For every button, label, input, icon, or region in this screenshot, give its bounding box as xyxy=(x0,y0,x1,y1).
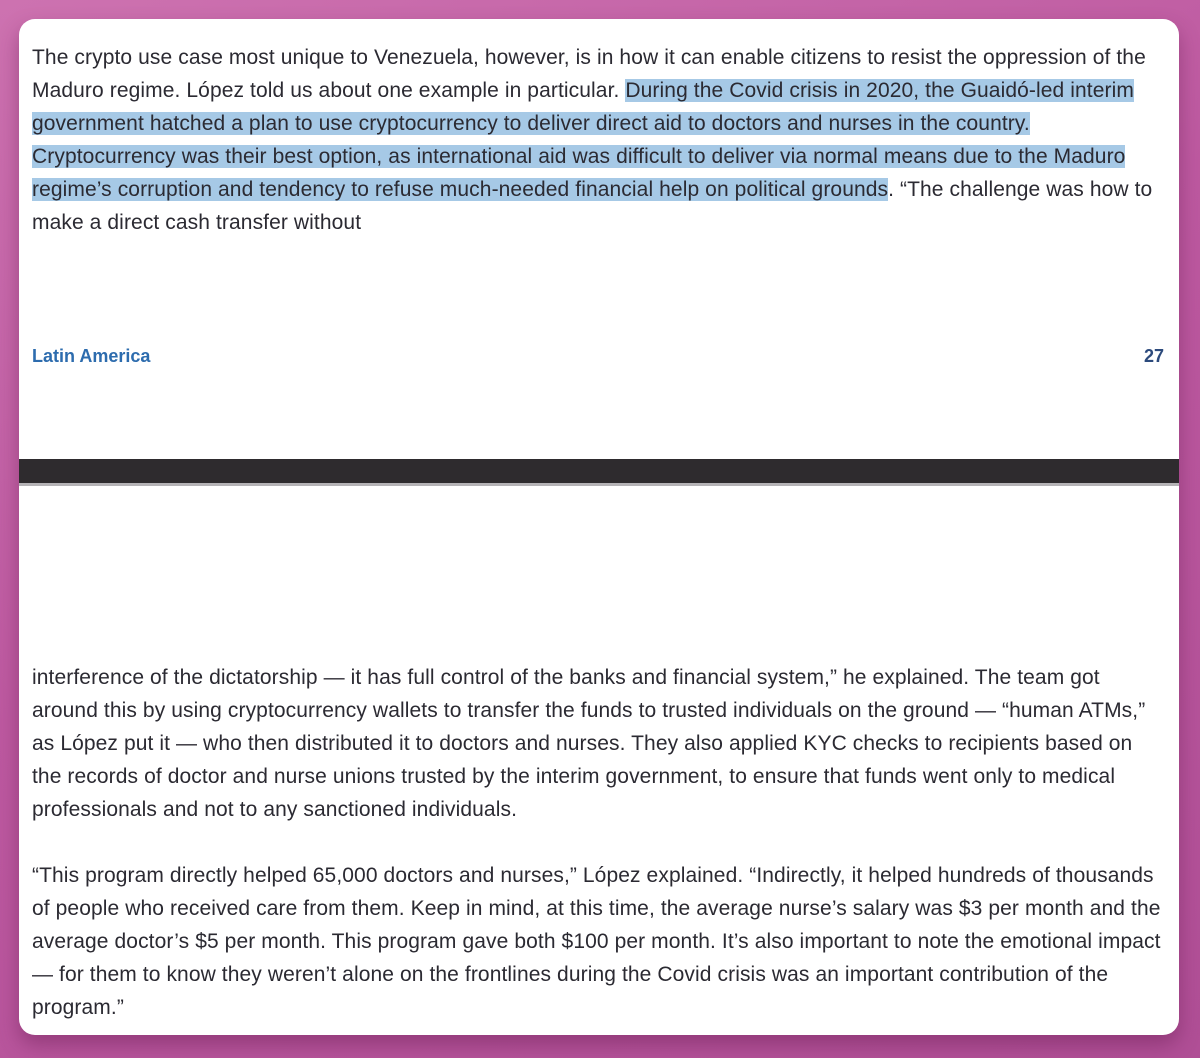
document-page-27 xyxy=(19,19,1179,459)
text-selection-highlight[interactable]: During the Covid crisis in 2020, the Guaidó-led interim government hatched a plan to use cryptocurrency to deliver direct aid to doctors and nurses in the country. Cryptocurrency was their best option, as international aid was difficult to deliver via normal means due to the Maduro regime’s corruption and tendency to refuse much-needed financial help on political grounds xyxy=(32,79,1134,201)
body-paragraph[interactable]: interference of the dictatorship — it has full control of the banks and financial system,” he explained. The team got around this by using cryptocurrency wallets to transfer the funds to trusted individuals on the ground — “human ATMs,” as López put it — who then distributed it to doctors and nurses. They also applied KYC checks to recipients based on the records of doctor and nurse unions trusted by the interim government, to ensure that funds went only to medical professionals and not to any sanctioned individuals. xyxy=(32,666,1146,821)
document-page-28 xyxy=(19,486,1179,1024)
footer-section-label: Latin America xyxy=(32,346,151,366)
document-viewer[interactable] xyxy=(19,19,1179,1035)
body-paragraph-with-selection[interactable] xyxy=(32,41,1164,239)
page-footer xyxy=(32,346,1164,367)
page-body-text xyxy=(32,661,1164,1024)
page-gap-divider xyxy=(19,459,1179,486)
body-paragraph[interactable]: “This program directly helped 65,000 doctors and nurses,” López explained. “Indirectly, it helped hundreds of thousands of people who received care from them. Keep in mind, at this time, the average nurse’s salary was $3 per month and the average doctor’s $5 per month. This program gave both $100 per month. It’s also important to note the emotional impact — for them to know they weren’t alone on the frontlines during the Covid crisis was an important contribution of the program.” xyxy=(32,864,1161,1019)
body-text-segment[interactable]: The crypto use case most unique to Venezuela, however, is in how it can enable citizens to resist the oppression of the Maduro regime. López told us about one example in particular. xyxy=(32,46,1146,102)
footer-page-number: 27 xyxy=(1143,346,1164,366)
body-text-segment[interactable]: . “The challenge was how to make a direct cash transfer without xyxy=(32,178,1153,234)
